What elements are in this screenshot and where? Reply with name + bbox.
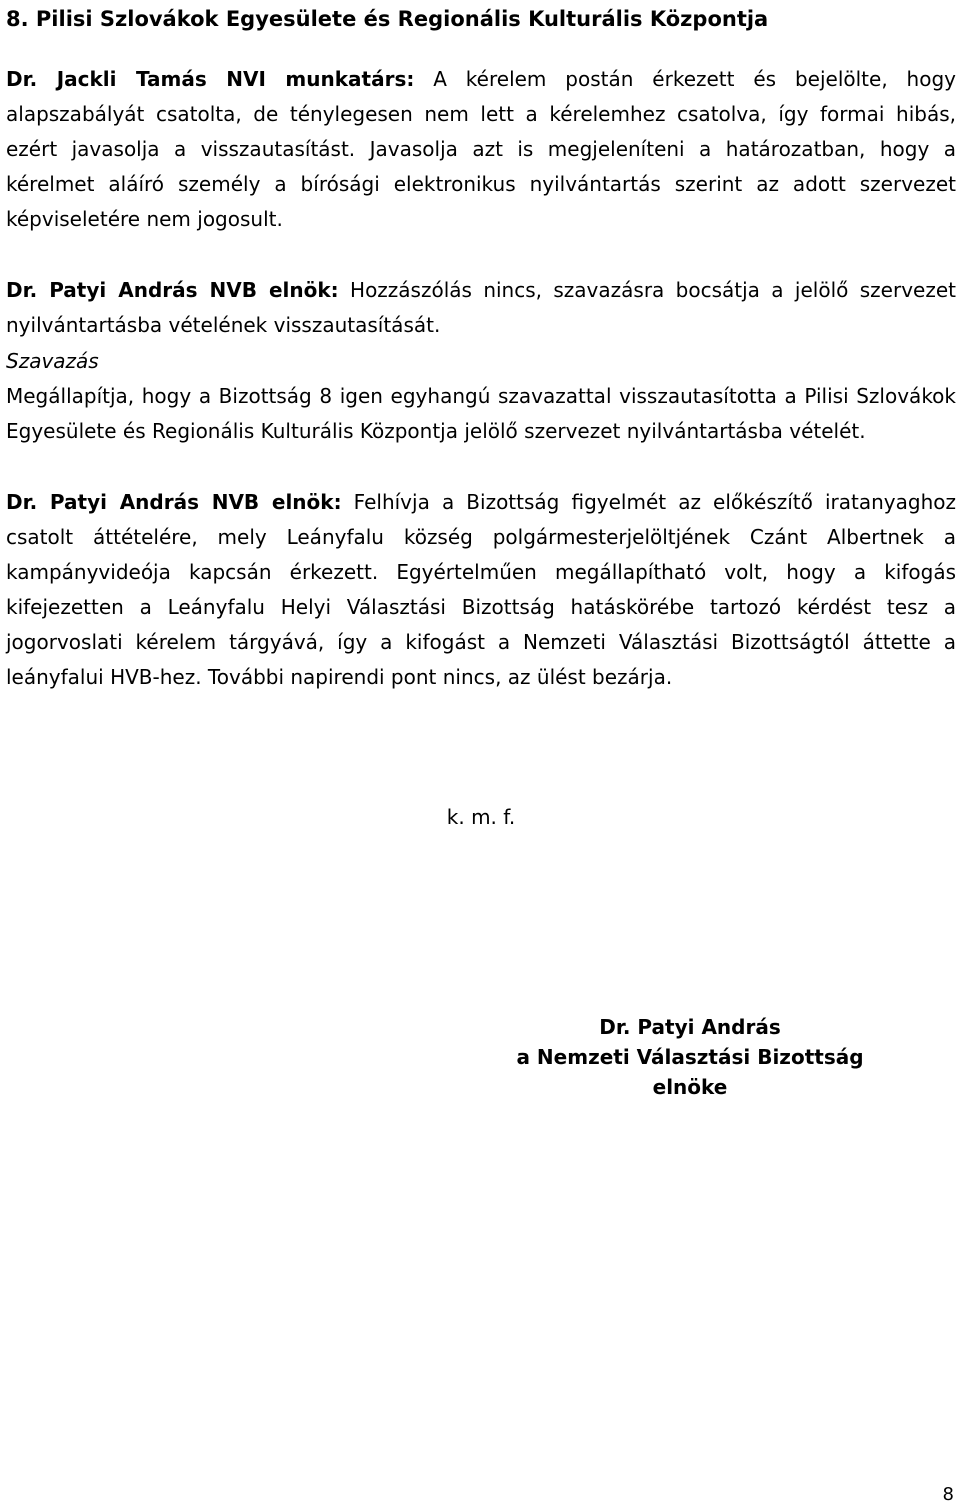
speaker-label: Dr. Patyi András NVB elnök: [6,278,339,302]
document-page [6,0,956,849]
signature-title: a Nemzeti Választási Bizottság [516,1045,864,1069]
paragraph-text: Hozzászólás nincs, szavazásra bocsátja a jelölő szervezet nyilvántartásba vételének visszautasítását. [6,278,956,337]
kmf-mark: k. m. f. [446,805,516,829]
paragraph-jackli [6,62,956,237]
paragraph-text: Felhívja a Bizottság figyelmét az előkészítő iratanyaghoz csatolt áttételére, mely Leányfalu község polgármesterjelöltjének Czánt Albertnek a kampányvideója kapcsán érkezett. Egyértelműen megállapítható volt, hogy a kifogás kifejezetten a Leányfalu Helyi Választási Bizottság hatáskörébe tartozó kérdést tesz a jogorvoslati kérelem tárgyává, így a kifogást a Nemzeti Választási Bizottságtól áttette a leányfalui HVB-hez. További napirendi pont nincs, az ülést bezárja. [6,490,956,689]
page-number: 8 [942,1484,954,1505]
paragraph-patyi-vote-call [6,273,956,343]
signature-role: elnöke [652,1075,728,1099]
speaker-label: Dr. Patyi András NVB elnök: [6,490,342,514]
signature-name: Dr. Patyi András [599,1015,781,1039]
paragraph-vote-result: Megállapítja, hogy a Bizottság 8 igen egyhangú szavazattal visszautasította a Pilisi Szlovákok Egyesülete és Regionális Kulturális Központja jelölő szervezet nyilvántartásba vételét. [6,384,956,443]
paragraph-patyi-closing [6,485,956,695]
paragraph-text: A kérelem postán érkezett és bejelölte, hogy alapszabályát csatolta, de ténylegesen nem lett a kérelemhez csatolva, így formai hibás, ezért javasolja a visszautasítást. Javasolja azt is megjeleníteni a határozatban, hogy a kérelmet aláíró személy a bírósági elektronikus nyilvántartás szerint az adott szervezet képviseletére nem jogosult. [6,67,957,231]
signature-block [480,1012,900,1102]
speaker-label: Dr. Jackli Tamás NVI munkatárs: [6,67,415,91]
vote-label: Szavazás [6,349,99,373]
section-heading: 8. Pilisi Szlovákok Egyesülete és Regionális Kulturális Központja [6,7,769,31]
